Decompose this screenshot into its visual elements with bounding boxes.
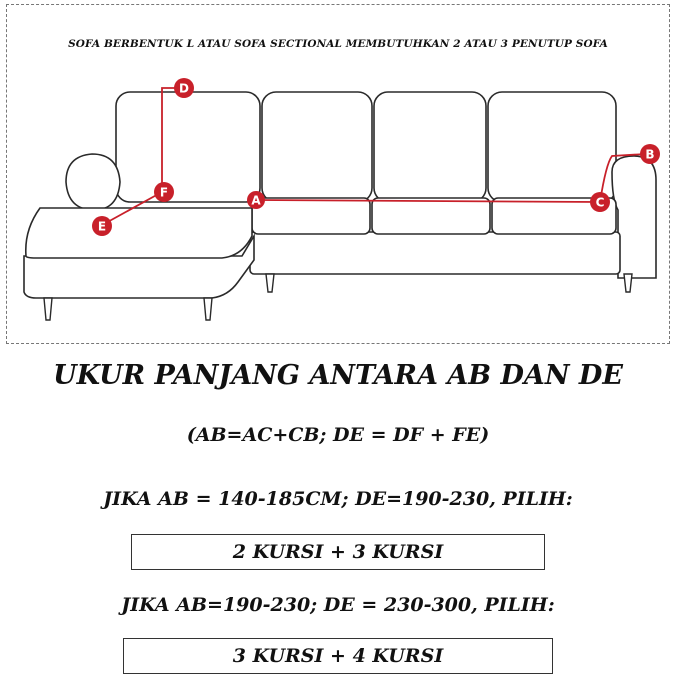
seat-cushion-2 (372, 198, 490, 234)
back-cushion-2 (262, 92, 372, 202)
page-title: UKUR PANJANG ANTARA AB DAN DE (53, 360, 623, 391)
seat-cushion-1 (252, 198, 370, 234)
marker-f (154, 182, 174, 202)
left-arm (66, 154, 120, 210)
svg-text:F: F (159, 185, 169, 200)
leg-4 (624, 274, 632, 292)
choice-box-1: 2 KURSI + 3 KURSI (131, 534, 545, 570)
marker-c (590, 192, 610, 212)
marker-a (247, 191, 265, 209)
svg-text:D: D (179, 81, 189, 96)
back-cushion-4 (488, 92, 616, 202)
condition-1: JIKA AB = 140-185CM; DE=190-230, PILIH: (103, 488, 573, 510)
choice-box-2: 3 KURSI + 4 KURSI (123, 638, 553, 674)
sofa-diagram (6, 60, 670, 330)
marker-e (92, 216, 112, 236)
formula-text: (AB=AC+CB; DE = DF + FE) (186, 424, 490, 446)
marker-d (174, 78, 194, 98)
marker-b (640, 144, 660, 164)
leg-1 (44, 298, 52, 320)
condition-2: JIKA AB=190-230; DE = 230-300, PILIH: (121, 594, 555, 616)
svg-text:B: B (645, 147, 655, 162)
header-text: SOFA BERBENTUK L ATAU SOFA SECTIONAL MEMBUTUHKAN 2 ATAU 3 PENUTUP SOFA (68, 38, 608, 50)
back-cushion-1 (116, 92, 260, 202)
svg-text:E: E (97, 219, 107, 234)
leg-3 (266, 274, 274, 292)
back-cushion-3 (374, 92, 486, 202)
svg-text:A: A (251, 193, 261, 208)
svg-text:C: C (595, 195, 605, 210)
seat-base (250, 232, 620, 274)
leg-2 (204, 298, 212, 320)
chaise-cushion (26, 208, 252, 258)
